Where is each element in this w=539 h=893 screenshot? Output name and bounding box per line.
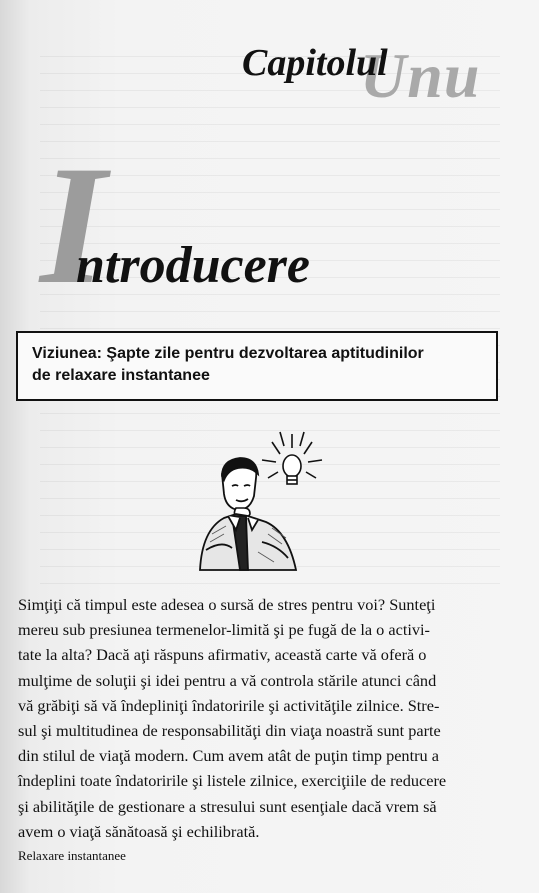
title-drop-cap: I (40, 131, 107, 319)
chapter-title: ntroducere (76, 237, 310, 294)
body-line: avem o viaţă sănătoasă şi echilibrată. (18, 821, 260, 841)
body-line: îndeplini toate îndatoririle şi listele zilnice, exerciţiile de reducere (18, 771, 447, 791)
chapter-label: Capitolul (242, 42, 388, 84)
thinking-man-lightbulb-icon (192, 430, 332, 580)
vision-line-1: Viziunea: Şapte zile pentru dezvoltarea aptitudinilor (32, 345, 424, 362)
vision-line-2: de relaxare instantanee (32, 367, 210, 384)
body-line: Simţiţi că timpul este adesea o sursă de stres pentru voi? Sunteţi (18, 595, 436, 614)
body-line: din stilul de viaţă modern. Cum avem atât de puţin timp pentru a (18, 746, 439, 766)
page-footer: Relaxare instantanee (18, 848, 126, 863)
body-line: vă grăbiţi să vă îndepliniţi îndatoririle şi activităţile zilnice. Stre- (18, 695, 440, 715)
body-line: şi abilităţile de gestionare a stresului sunt esenţiale dacă vrem să (18, 796, 437, 816)
vision-box (16, 331, 498, 401)
body-line: mulţime de soluţii şi idei pentru a vă controla stările atunci când (18, 670, 437, 690)
chapter-heading (240, 40, 520, 110)
body-line: sul şi multitudinea de responsabilităţi din viaţa noastră sunt parte (18, 721, 441, 741)
chapter-number: Unu (360, 40, 481, 111)
body-line: mereu sub presiunea termenelor-limită şi pe fugă de la o activi- (18, 620, 430, 640)
body-paragraph (18, 592, 532, 844)
body-line: tate la alta? Dacă aţi răspuns afirmativ, această carte vă oferă o (18, 645, 427, 665)
